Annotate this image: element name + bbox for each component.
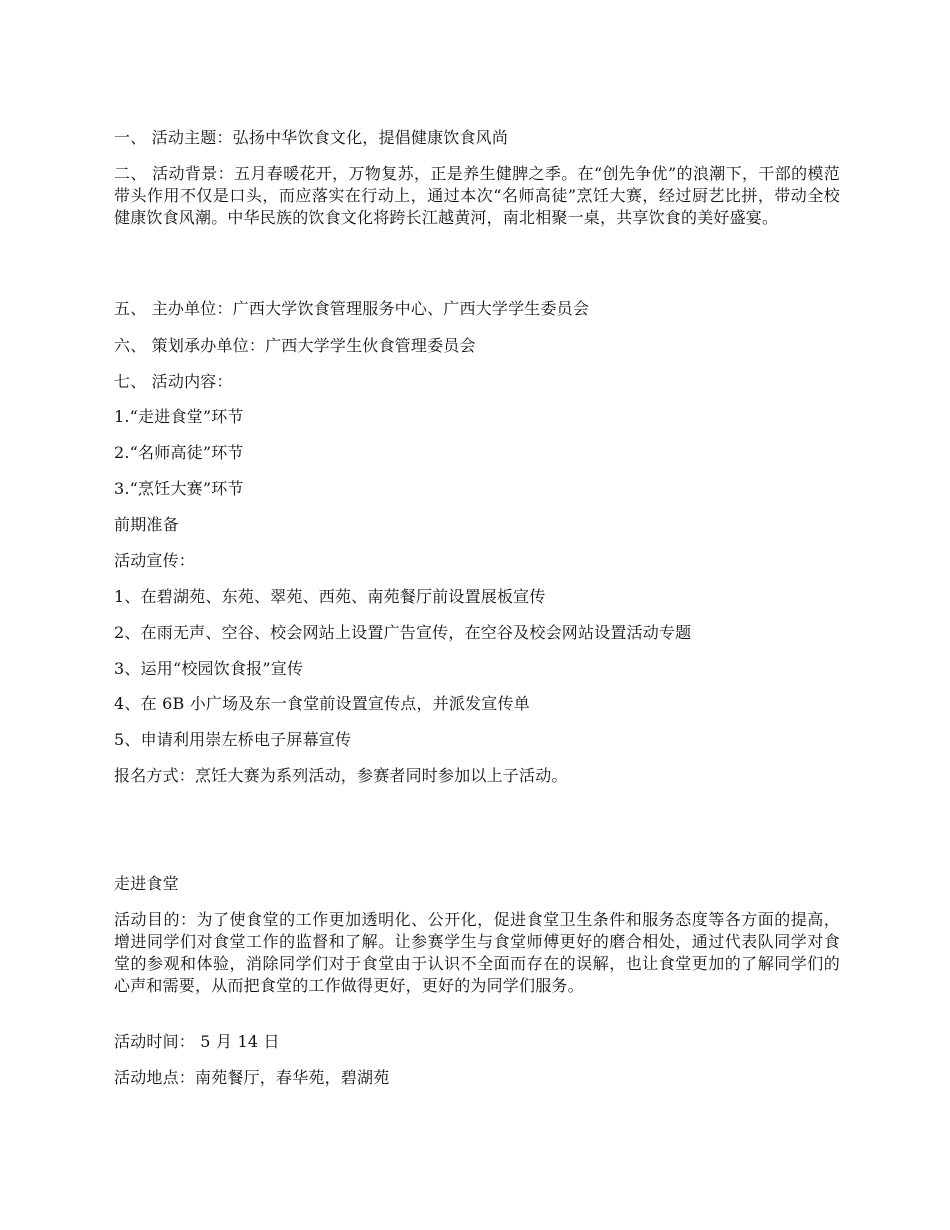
promo-item-1: 1、在碧湖苑、东苑、翠苑、西苑、南苑餐厅前设置展板宣传	[114, 587, 546, 606]
activity-time: 活动时间： 5 月 14 日	[114, 1032, 280, 1051]
content-item-1: 1.“走进食堂”环节	[114, 407, 244, 426]
section-content: 七、 活动内容：	[114, 372, 233, 391]
section-planner: 六、 策划承办单位：广西大学学生伙食管理委员会	[114, 336, 476, 355]
promo-heading: 活动宣传：	[114, 551, 196, 570]
content-item-3: 3.“烹饪大赛”环节	[114, 479, 244, 498]
section-background: 二、 活动背景：五月春暖花开，万物复苏，正是养生健脾之季。在“创先争优”的浪潮下，干部的模范带头作用不仅是口头，而应落实在行动上，通过本次“名师高徒”烹饪大赛，经过厨艺比拼，带动全校健康饮食风潮。中华民族的饮食文化将跨长江越黄河，南北相聚一桌，共享饮食的美好盛宴。	[114, 164, 840, 227]
prep-heading: 前期准备	[114, 515, 179, 534]
promo-item-2: 2、在雨无声、空谷、校会网站上设置广告宣传，在空谷及校会网站设置活动专题	[114, 623, 692, 642]
content-item-2: 2.“名师高徒”环节	[114, 443, 244, 462]
canteen-heading: 走进食堂	[114, 874, 179, 893]
promo-item-4: 4、在 6B 小广场及东一食堂前设置宣传点，并派发宣传单	[114, 694, 530, 713]
activity-purpose: 活动目的：为了使食堂的工作更加透明化、公开化，促进食堂卫生条件和服务态度等各方面的提高，增进同学们对食堂工作的监督和了解。让参赛学生与食堂师傅更好的磨合相处，通过代表队同学对食堂的参观和体验，消除同学们对于食堂由于认识不全面而存在的误解，也让食堂更加的了解同学们的心声和需要，从而把食堂的工作做得更好，更好的为同学们服务。	[114, 910, 840, 995]
section-theme: 一、 活动主题：弘扬中华饮食文化，提倡健康饮食风尚	[114, 128, 509, 147]
promo-item-3: 3、运用“校园饮食报”宣传	[114, 659, 304, 678]
signup-method: 报名方式：烹饪大赛为系列活动，参赛者同时参加以上子活动。	[114, 766, 568, 785]
section-organizer: 五、 主办单位：广西大学饮食管理服务中心、广西大学学生委员会	[114, 299, 590, 318]
activity-place: 活动地点：南苑餐厅，春华苑，碧湖苑	[114, 1068, 390, 1087]
promo-item-5: 5、申请利用崇左桥电子屏幕宣传	[114, 730, 352, 749]
